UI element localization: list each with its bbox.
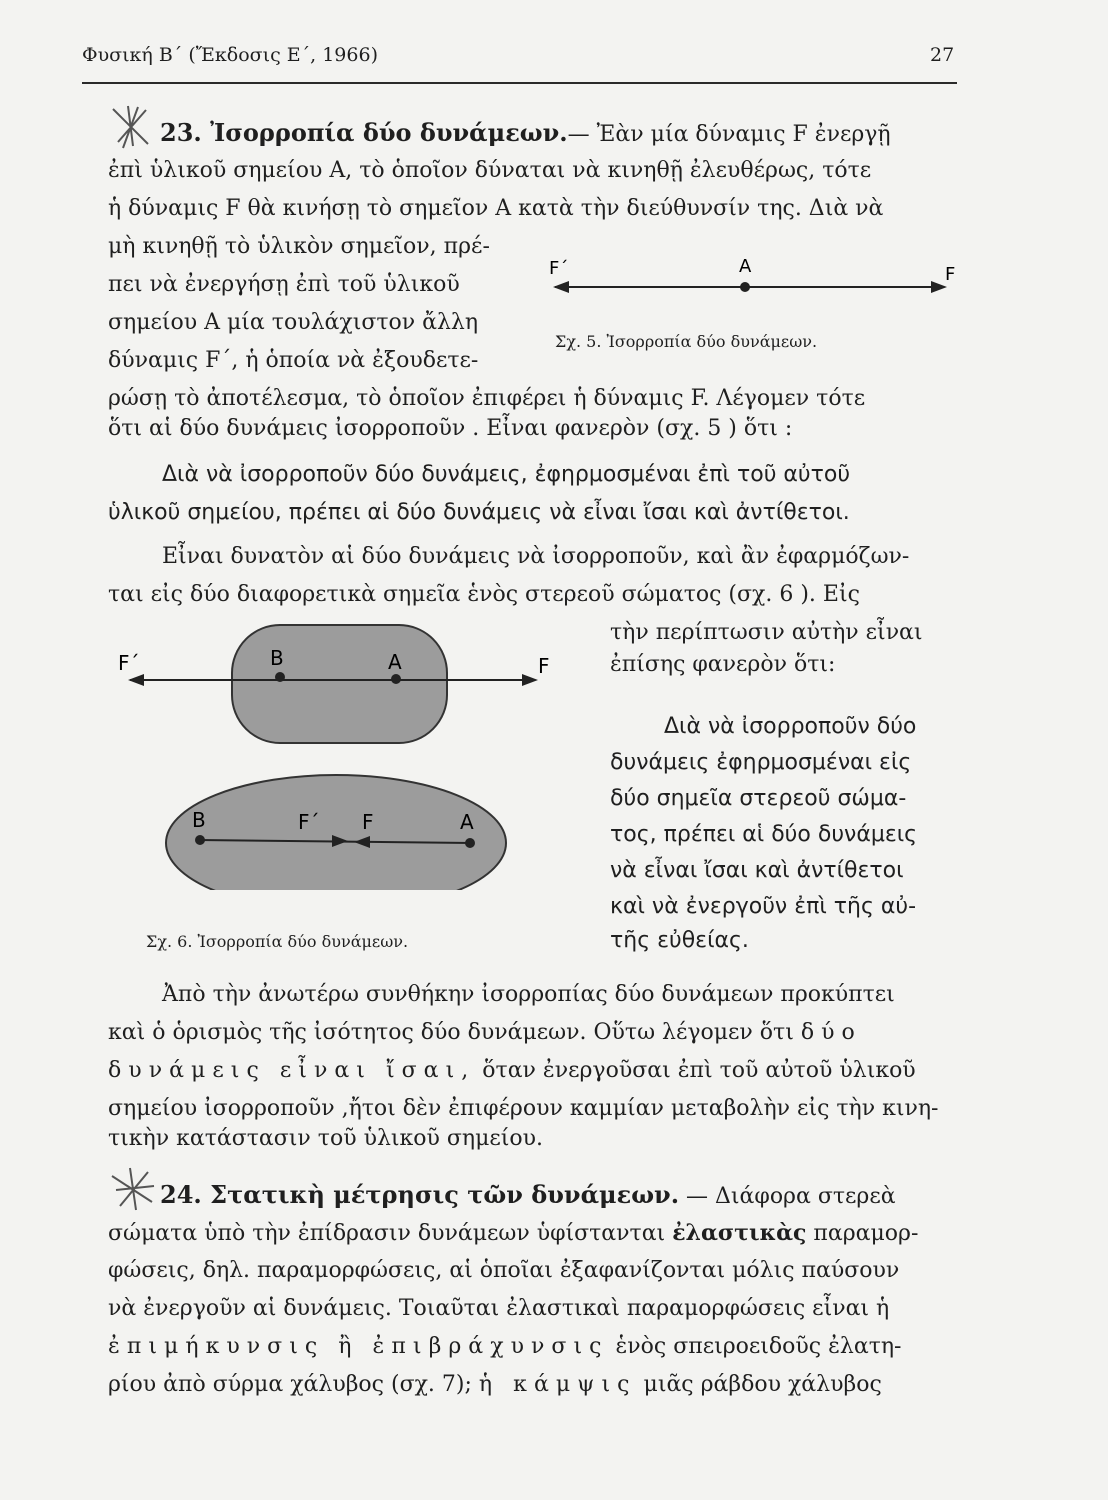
figure-6 <box>110 615 550 890</box>
figure-5 <box>545 250 965 300</box>
figure-6-caption: Σχ. 6. Ἰσορροπία δύο δυνάμεων. <box>146 932 409 951</box>
paragraph-2-line-4: ἐπίσης φανερὸν ὅτι: <box>610 652 836 677</box>
pencil-check-mark-2 <box>108 1166 160 1212</box>
section-24-emphasis-elastic: ἐλαστικὰς <box>672 1220 807 1246</box>
section-24-line-6-rest: μιᾶς ράβδου χάλυβος <box>643 1372 882 1397</box>
rule2-line-2: δυνάμεις ἐφηρμοσμέναι εἰς <box>610 750 912 775</box>
fig6-bottom-label-f: F <box>362 810 374 834</box>
paragraph-2-line-3: τὴν περίπτωσιν αὐτὴν εἶναι <box>610 620 923 645</box>
page-number: 27 <box>930 44 955 66</box>
section-23-line-8: ρώσῃ τὸ ἀποτέλεσμα, τὸ ὁποῖον ἐπιφέρει ἡ δύναμις F. Λέγομεν τότε <box>108 386 866 411</box>
paragraph-3-line-2-text: καὶ ὁ ὁρισμὸς τῆς ἰσότητος δύο δυνάμεων. Οὕτω λέγομεν ὅτι <box>108 1020 794 1045</box>
paragraph-3-emphasis-1: δύο <box>800 1020 862 1045</box>
section-23-line-6: σημείου Α μία τουλάχιστον ἄλλη <box>108 310 479 335</box>
fig6-top-label-a: A <box>388 650 402 674</box>
fig5-label-f-prime: F΄ <box>549 258 569 279</box>
rule2-line-7: τῆς εὐθείας. <box>610 928 749 953</box>
fig6-bottom-label-a: A <box>460 810 474 834</box>
section-23-title: 23. Ἰσορροπία δύο δυνάμεων. <box>160 118 568 147</box>
section-24-line-2-c: παραμορ- <box>813 1221 919 1246</box>
fig5-arrowhead-left <box>553 281 569 293</box>
section-23-line-4: μὴ κινηθῇ τὸ ὑλικὸν σημεῖον, πρέ- <box>108 234 490 259</box>
paragraph-3-line-4: σημείου ἰσορροποῦν ,ἤτοι δὲν ἐπιφέρουν καμμίαν μεταβολὴν εἰς τὴν κινη- <box>108 1096 939 1121</box>
section-23-line-2: ἐπὶ ὑλικοῦ σημείου Α, τὸ ὁποῖον δύναται νὰ κινηθῇ ἐλευθέρως, τότε <box>108 158 872 183</box>
section-24-line-4: νὰ ἐνεργοῦν αἱ δυνάμεις. Τοιαῦται ἐλαστικαὶ παραμορφώσεις εἶναι ἡ <box>108 1296 890 1321</box>
section-23-line-9: ὅτι αἱ δύο δυνάμεις ἰσορροποῦν . Εἶναι φανερὸν (σχ. 5 ) ὅτι : <box>108 416 793 441</box>
paragraph-3-line-5: τικὴν κατάστασιν τοῦ ὑλικοῦ σημείου. <box>108 1126 544 1151</box>
fig6-top-arrowhead-left <box>128 674 144 686</box>
section-24-line-6-a: ρίου ἀπὸ σύρμα χάλυβος (σχ. 7); <box>108 1372 472 1397</box>
rule2-line-1: Διὰ νὰ ἰσορροποῦν δύο <box>664 714 917 739</box>
section-24-l1-rest: — Διάφορα στερεὰ <box>686 1184 896 1209</box>
section-24-line-5 <box>108 1332 902 1362</box>
fig6-top-arrowhead-right <box>522 674 538 686</box>
rule2-line-4: τος, πρέπει αἱ δύο δυνάμεις <box>610 822 918 847</box>
figure-5-caption: Σχ. 5. Ἰσορροπία δύο δυνάμεων. <box>555 332 818 351</box>
section-24-emphasis-elongation: ἐπιμήκυνσις ἢ ἐπιβράχυνσις <box>108 1334 609 1359</box>
section-23-line-3: ἡ δύναμις F θὰ κινήσῃ τὸ σημεῖον Α κατὰ τὴν διεύθυνσίν της. Διὰ νὰ <box>108 196 884 221</box>
rule-statement-line-1: Διὰ νὰ ἰσορροποῦν δύο δυνάμεις, ἐφηρμοσμέναι ἐπὶ τοῦ αὐτοῦ <box>162 462 851 487</box>
rule2-line-6: καὶ νὰ ἐνεργοῦν ἐπὶ τῆς αὐ- <box>610 894 917 919</box>
section-23-line-5: πει νὰ ἐνεργήσῃ ἐπὶ τοῦ ὑλικοῦ <box>108 272 460 297</box>
fig6-bottom-point-b <box>195 835 205 845</box>
fig5-point-a <box>740 282 750 292</box>
paragraph-2-line-2: ται εἰς δύο διαφορετικὰ σημεῖα ἑνὸς στερεοῦ σώματος (σχ. 6 ). Εἰς <box>108 582 860 607</box>
fig6-top-label-f: F <box>538 654 550 678</box>
section-24-line-1 <box>160 1180 896 1212</box>
header-rule <box>82 82 957 84</box>
section-23-line-1 <box>160 118 891 150</box>
fig5-label-f: F <box>945 264 956 285</box>
fig6-top-body <box>232 625 447 743</box>
section-24-line-5-rest: ἑνὸς σπειροειδοῦς ἐλατη- <box>615 1334 902 1359</box>
fig5-label-a: A <box>739 256 752 277</box>
paragraph-3-line-3 <box>108 1056 916 1086</box>
paragraph-3-emphasis-2: δυνάμεις εἶναι ἴσαι, <box>108 1058 476 1083</box>
running-header: Φυσική Β΄ (Ἔκδοσις Ε΄, 1966) <box>82 44 378 66</box>
fig6-top-point-b <box>275 672 285 682</box>
rule-statement-line-2: ὑλικοῦ σημείου, πρέπει αἱ δύο δυνάμεις νὰ εἶναι ἴσαι καὶ ἀντίθετοι. <box>108 500 850 525</box>
section-23-line-7: δύναμις F΄, ἡ ὁποία νὰ ἐξουδετε- <box>108 348 479 373</box>
fig6-bottom-label-f-prime: F΄ <box>298 810 320 834</box>
section-24-line-6 <box>108 1370 882 1400</box>
pencil-check-mark <box>108 104 158 150</box>
section-23-l1-rest: — Ἐὰν μία δύναμις F ἐνεργῇ <box>567 122 891 147</box>
fig6-top-label-b: B <box>270 646 284 670</box>
fig6-bottom-label-b: B <box>192 808 206 832</box>
paragraph-2-line-1: Εἶναι δυνατὸν αἱ δύο δυνάμεις νὰ ἰσορροποῦν, καὶ ἂν ἐφαρμόζων- <box>162 544 910 569</box>
paragraph-3-line-1: Ἀπὸ τὴν ἀνωτέρω συνθήκην ἰσορροπίας δύο δυνάμεων προκύπτει <box>162 982 895 1007</box>
rule2-line-3: δύο σημεῖα στερεοῦ σώμα- <box>610 786 907 811</box>
section-24-line-3: φώσεις, δηλ. παραμορφώσεις, αἱ ὁποῖαι ἐξαφανίζονται μόλις παύσουν <box>108 1258 900 1283</box>
section-24-line-2 <box>108 1218 918 1249</box>
section-24-title: 24. Στατικὴ μέτρησις τῶν δυνάμεων. <box>160 1180 680 1209</box>
fig6-top-label-f-prime: F΄ <box>118 651 140 675</box>
section-24-line-2-a: σώματα ὑπὸ τὴν ἐπίδρασιν δυνάμεων ὑφίστανται <box>108 1221 666 1246</box>
section-24-emphasis-bending: ἡ κάμψις <box>478 1372 637 1397</box>
paragraph-3-line-3-text: ὅταν ἐνεργοῦσαι ἐπὶ τοῦ αὐτοῦ ὑλικοῦ <box>482 1058 916 1083</box>
rule2-line-5: νὰ εἶναι ἴσαι καὶ ἀντίθετοι <box>610 858 904 883</box>
paragraph-3-line-2 <box>108 1018 862 1048</box>
fig6-bottom-body <box>166 775 506 890</box>
fig6-bottom-point-a <box>465 838 475 848</box>
fig6-top-point-a <box>391 674 401 684</box>
